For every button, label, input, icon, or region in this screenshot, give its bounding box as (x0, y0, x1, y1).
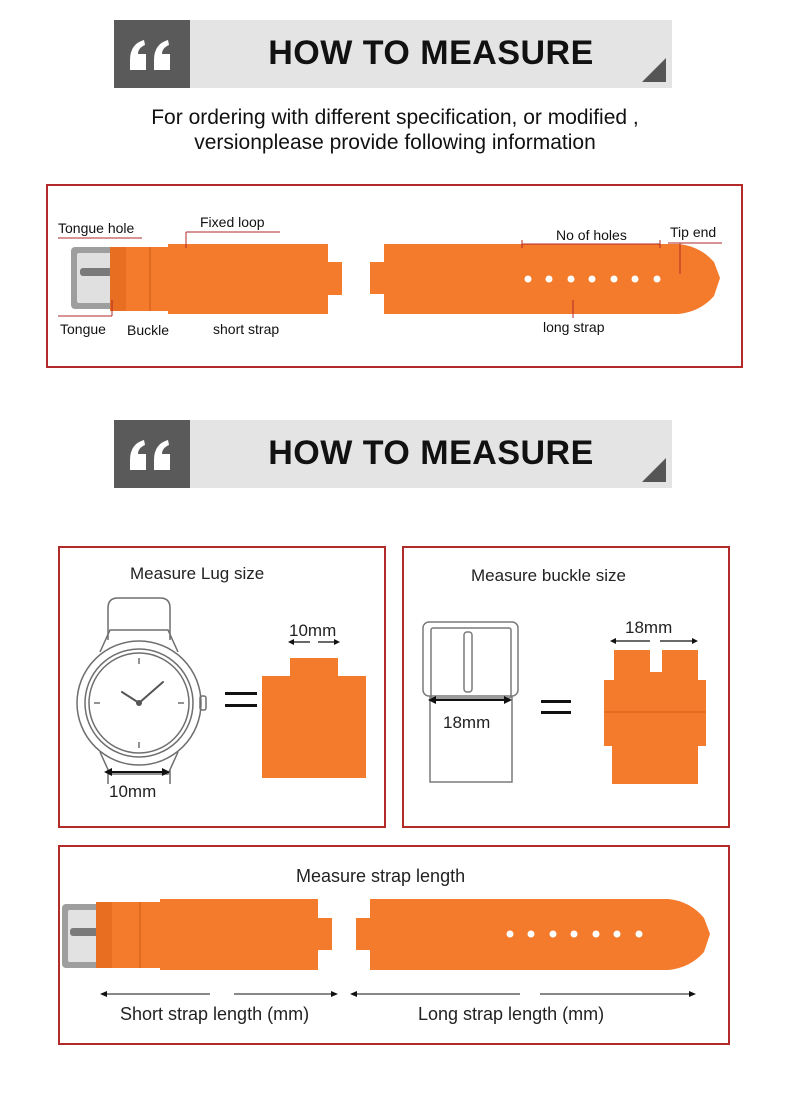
label-tongue: Tongue (60, 321, 106, 337)
label-no-of-holes: No of holes (556, 227, 627, 243)
label-fixed-loop: Fixed loop (200, 214, 265, 230)
intro-line-1: For ordering with different specification, or modified , (151, 106, 639, 129)
intro-line-2: versionplease provide following information (194, 131, 596, 154)
label-tongue-hole: Tongue hole (58, 220, 135, 236)
label-tip-end: Tip end (670, 224, 717, 240)
label-buckle: Buckle (127, 322, 170, 338)
label-long-strap: long strap (543, 319, 605, 335)
buckle-left-measure: 18mm (443, 713, 491, 732)
buckle-panel-title: Measure buckle size (471, 566, 626, 585)
lug-top-measure: 10mm (289, 621, 337, 640)
length-panel-title: Measure strap length (296, 866, 466, 886)
lug-bottom-measure: 10mm (109, 782, 157, 801)
banner-title: HOW TO MEASURE (268, 434, 594, 472)
long-length-label: Long strap length (mm) (418, 1004, 605, 1024)
label-short-strap: short strap (213, 321, 280, 337)
lug-panel-title: Measure Lug size (130, 564, 265, 583)
buckle-right-measure: 18mm (625, 618, 673, 637)
banner-title: HOW TO MEASURE (268, 34, 594, 72)
short-length-label: Short strap length (mm) (120, 1004, 310, 1024)
